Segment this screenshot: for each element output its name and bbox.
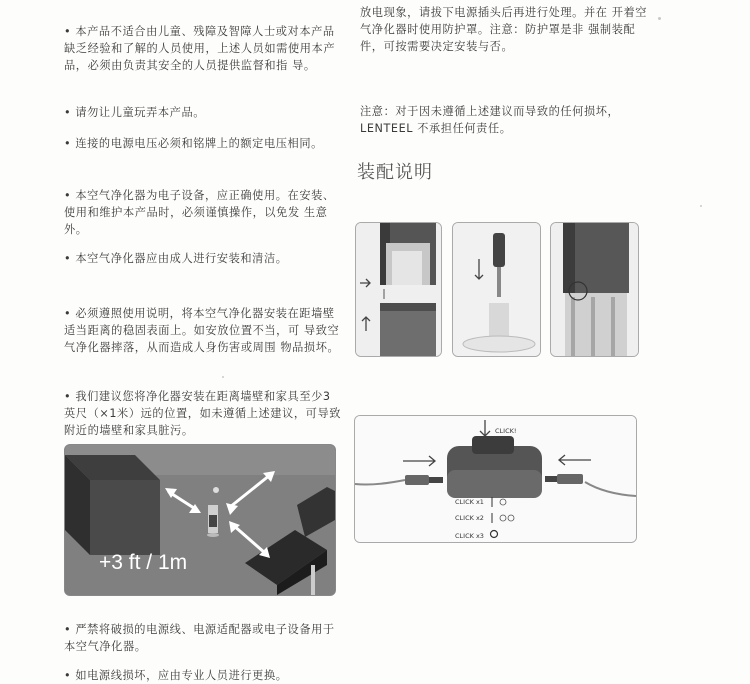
lock-check-graphic bbox=[551, 223, 638, 356]
scan-speck bbox=[658, 17, 661, 20]
safety-note-voltage: • 连接的电源电压必须和铭牌上的额定电压相同。 bbox=[64, 137, 323, 151]
assembly-step-2-illustration bbox=[452, 222, 541, 357]
safety-note-cord-replacement: • 如电源线损坏，应由专业人员进行更换。 bbox=[64, 669, 288, 683]
adapter-click-graphic bbox=[355, 416, 636, 542]
assembly-step-3-illustration bbox=[550, 222, 639, 357]
click-top-label: CLICK! bbox=[495, 427, 517, 435]
safety-note-children-supervision: • 本产品不适合由儿童、残障及智障人士或对本产品缺乏经验和了解的人员使用，上述人员如需使用本产品，必须由负责其安全的人员提供监督和指 导。 bbox=[64, 25, 336, 73]
assembly-instructions-heading: 装配说明 bbox=[357, 162, 433, 183]
liability-note: 注意：对于因未遵循上述建议而导致的任何损坏，LENTEEL 不承担任何责任。 bbox=[360, 105, 620, 136]
scan-speck bbox=[700, 205, 702, 207]
scan-speck bbox=[222, 376, 224, 378]
power-connection-illustration bbox=[354, 415, 637, 543]
safety-note-damaged-cord: • 严禁将破损的电源线、电源适配器或电子设备用于本空气净化器。 bbox=[64, 623, 335, 654]
distance-illustration bbox=[64, 444, 336, 596]
safety-note-no-playing: • 请勿让儿童玩弄本产品。 bbox=[64, 106, 206, 120]
safety-note-adult-install: • 本空气净化器应由成人进行安装和清洁。 bbox=[64, 252, 288, 266]
safety-note-distance: • 我们建议您将净化器安装在距离墙壁和家具至少3英尺（×1米）远的位置，如未遵循上述建议，可导致附近的墙壁和家具脏污。 bbox=[64, 390, 342, 438]
base-attach-graphic bbox=[356, 223, 441, 356]
distance-label: +3 ft / 1m bbox=[99, 551, 188, 574]
safety-note-stable-surface: • 必须遵照使用说明，将本空气净化器安装在距墙壁适当距离的稳固表面上。如安放位置不当，可 导致空气净化器摔落，从而造成人身伤害或周围 物品损坏。 bbox=[64, 307, 340, 355]
assembly-step-1-illustration bbox=[355, 222, 442, 357]
click-row-1: CLICK x1 bbox=[455, 498, 484, 506]
click-row-2: CLICK x2 bbox=[455, 514, 484, 522]
protective-cover-note: 放电现象，请拔下电源插头后再进行处理。并在 开着空气净化器时使用防护罩。注意：防护罩是非 强制装配件，可按需要决定安装与否。 bbox=[360, 6, 648, 54]
room-scene-graphic bbox=[65, 445, 335, 595]
click-row-3: CLICK x3 bbox=[455, 532, 484, 540]
safety-note-electronic-device: • 本空气净化器为电子设备，应正确使用。在安装、使用和维护本产品时，必须谨慎操作，以免发 生意外。 bbox=[64, 189, 335, 237]
filter-insert-graphic bbox=[453, 223, 540, 356]
